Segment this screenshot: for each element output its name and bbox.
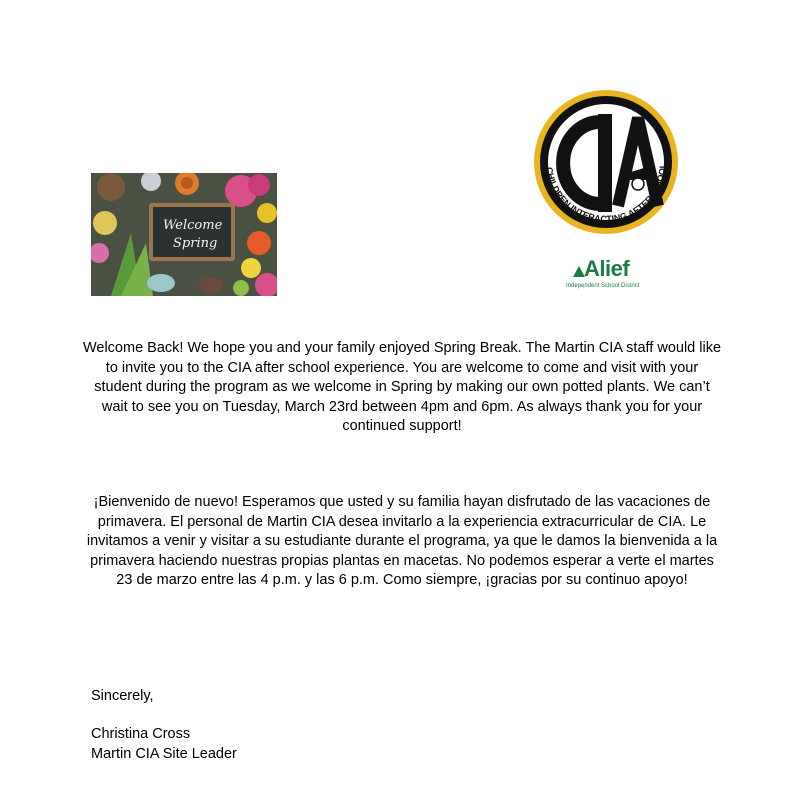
alief-subtitle: Independent School District: [566, 283, 640, 289]
alief-wordmark: Alief: [584, 256, 630, 281]
signer-name: Christina Cross: [91, 726, 191, 742]
closing-salutation: Sincerely,: [91, 688, 154, 704]
logo-ring-text: CHILDREN INTERACTING AFTERSCHOOL: [544, 162, 669, 225]
cia-logo: [526, 88, 686, 298]
spanish-paragraph: ¡Bienvenido de nuevo! Esperamos que usted y su familia hayan disfrutado de las vacaciones de primavera. El personal de Martin CIA desea invitarlo a la experiencia extracurricular de CIA. Le invitamos a venir y visitar a su estudiante durante el programa, ya que le damos la bienvenida a la primavera haciendo nuestras propias plantas en macetas. No podemos esperar a verte el martes 23 de marzo entre las 4 p.m. y las 6 p.m. Como siempre, ¡gracias por su continuo apoyo!: [86, 494, 718, 588]
chalkboard-line1: Welcome: [163, 218, 223, 233]
welcome-spring-photo: [91, 173, 277, 296]
chalkboard-line2: Spring: [173, 236, 218, 251]
signer-title: Martin CIA Site Leader: [91, 746, 237, 762]
english-paragraph: Welcome Back! We hope you and your family enjoyed Spring Break. The Martin CIA staff would like to invite you to the CIA after school experience. You are welcome to come and visit with your student during the program as we welcome in Spring by making our own potted plants. We can’t wait to see you on Tuesday, March 23rd between 4pm and 6pm. As always thank you for your continued support!: [82, 340, 722, 434]
